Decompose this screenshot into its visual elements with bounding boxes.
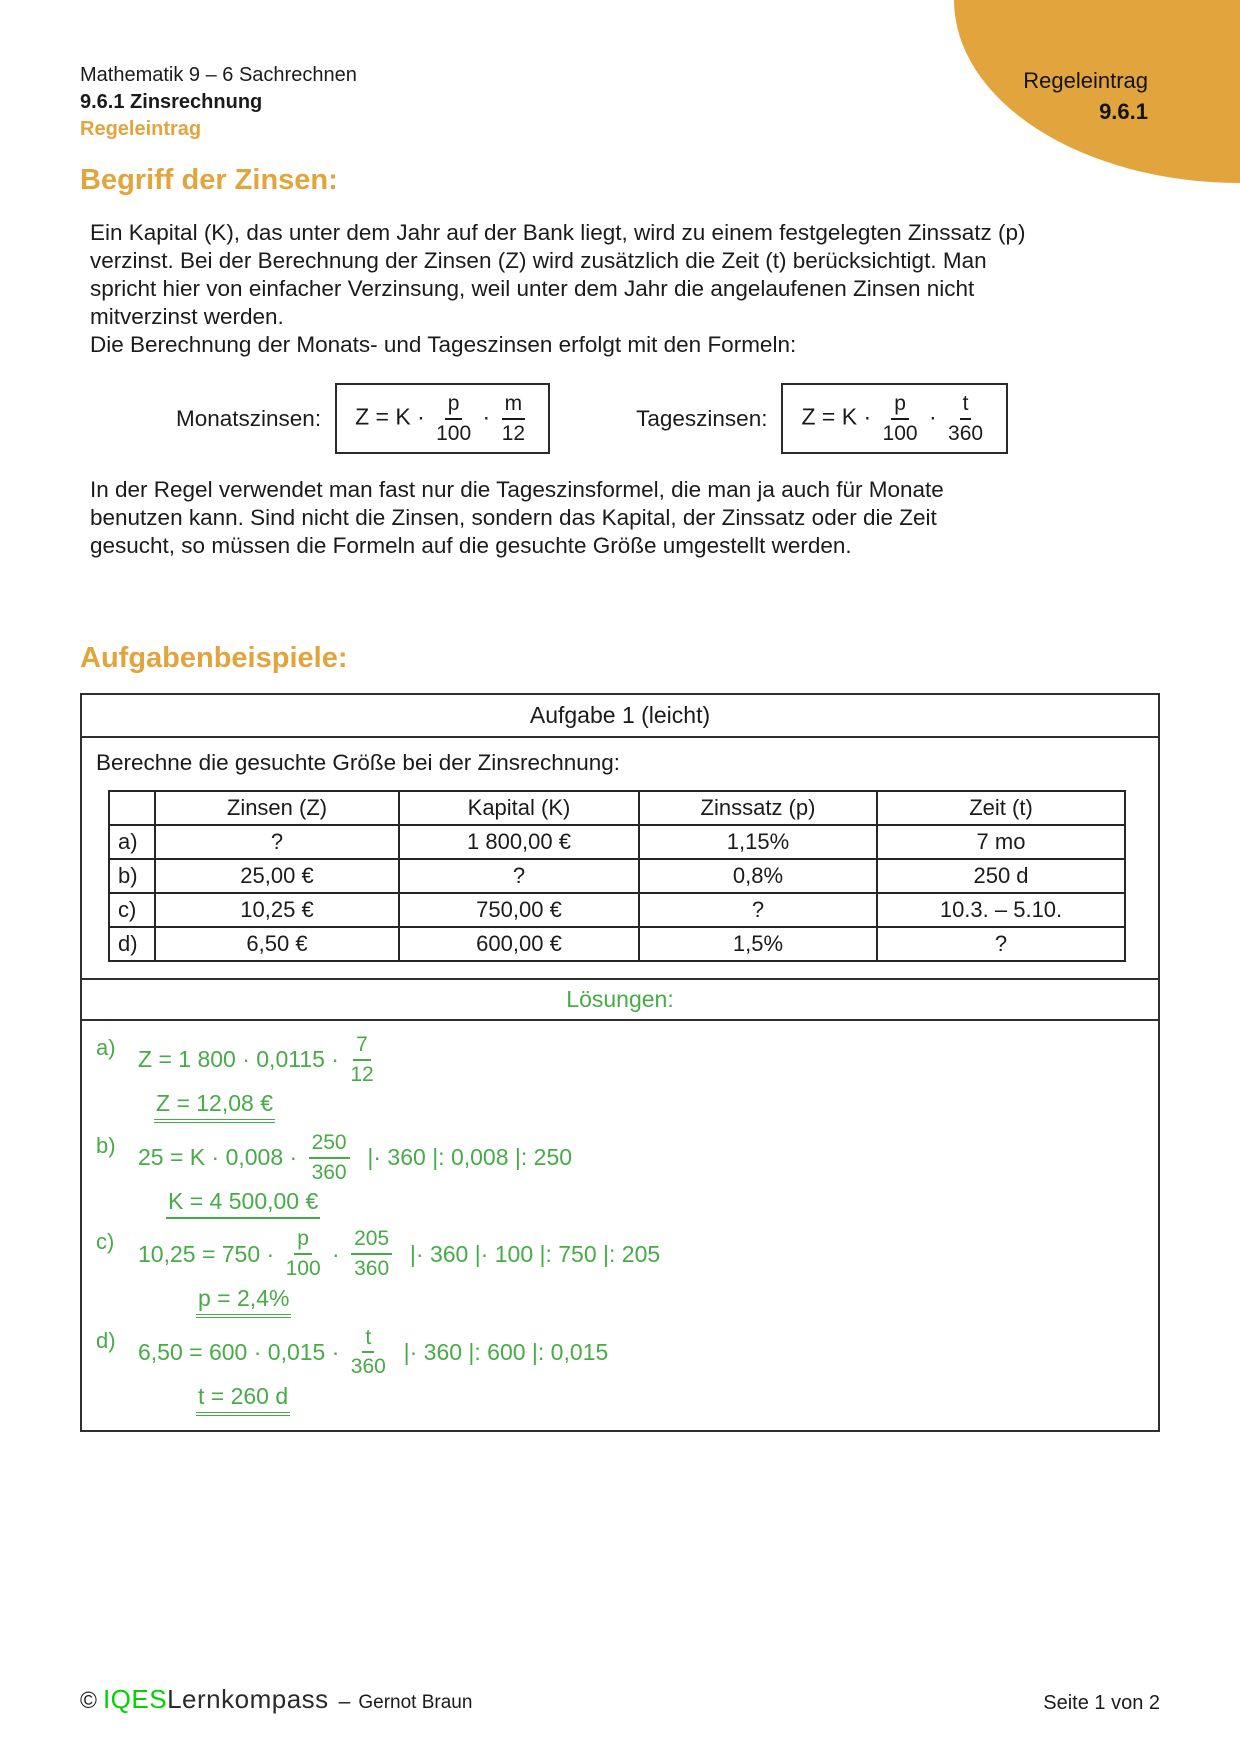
monthly-interest-label: Monatszinsen:: [176, 405, 322, 431]
fraction: $\frac{p}{100}$: [882, 392, 918, 445]
cell-kapital: ?: [399, 859, 639, 893]
header-doctype: Regeleintrag: [80, 117, 202, 140]
fraction: $\frac{p}{100}$: [436, 392, 472, 445]
solution-body: [138, 1033, 379, 1123]
solution-d: [96, 1326, 1144, 1416]
section-title-begriff: Begriff der Zinsen:: [80, 164, 338, 197]
solution-formula: 25 = K · 0,008 · $\frac{250}{360}$ |· 360 |: 0,008 |: 250: [138, 1131, 573, 1184]
solution-label: a): [96, 1035, 116, 1061]
cell-kapital: 750,00 €: [399, 893, 639, 927]
intro-line: Ein Kapital (K), das unter dem Jahr auf der Bank liegt, wird zu einem festgelegten Zinssatz (p): [90, 220, 1026, 246]
table-row-d: [109, 927, 1125, 961]
solution-formula: 10,25 = 750 · $\frac{p}{100}$ · $\frac{205}{360}$ |· 360 |· 100 |: 750 |: 205: [138, 1227, 661, 1280]
solution-body: [138, 1227, 660, 1317]
solution-a: [96, 1033, 1144, 1123]
column-header-kapital: Kapital (K): [399, 791, 639, 825]
solutions-header: Lösungen:: [82, 978, 1158, 1021]
cell-zinssatz: 0,8%: [639, 859, 877, 893]
solution-formula: Z = 1 800 · 0,0115 · $\frac{7}{12}$: [138, 1033, 374, 1086]
solution-result: K = 4 500,00 €: [166, 1188, 320, 1219]
row-label: a): [109, 825, 155, 859]
cell-zeit: 10.3. – 5.10.: [877, 893, 1125, 927]
brand-iqes: IQES: [102, 1684, 168, 1714]
note-line: gesucht, so müssen die Formeln auf die gesuchte Größe umgestellt werden.: [90, 533, 852, 559]
task-body: [82, 738, 1158, 978]
publisher-brand: [80, 1684, 472, 1715]
brand-lernkompass: Lernkompass: [167, 1684, 329, 1714]
cell-zinsen: 6,50 €: [155, 927, 399, 961]
cell-zeit: ?: [877, 927, 1125, 961]
table-row-a: [109, 825, 1125, 859]
page-footer: [80, 1684, 1160, 1715]
cell-kapital: 1 800,00 €: [399, 825, 639, 859]
solution-label: d): [96, 1327, 116, 1353]
table-row-b: [109, 859, 1125, 893]
author-name: Gernot Braun: [358, 1692, 473, 1713]
solution-result: t = 260 d: [196, 1383, 290, 1416]
cell-zeit: 250 d: [877, 859, 1125, 893]
column-header-zinssatz: Zinssatz (p): [639, 791, 877, 825]
column-header-zinsen: Zinsen (Z): [155, 791, 399, 825]
solution-body: [138, 1131, 572, 1219]
cell-kapital: 600,00 €: [399, 927, 639, 961]
row-label: d): [109, 927, 155, 961]
table-row-c: [109, 893, 1125, 927]
fraction: $\frac{t}{360}$: [948, 392, 984, 445]
cell-zinsen: ?: [155, 825, 399, 859]
copyright-symbol: ©: [80, 1687, 97, 1713]
fraction: $\frac{p}{100}$: [285, 1227, 321, 1280]
cell-zinssatz: 1,5%: [639, 927, 877, 961]
cell-zinsen: 25,00 €: [155, 859, 399, 893]
note-line: In der Regel verwendet man fast nur die Tageszinsformel, die man ja auch für Monate: [90, 477, 944, 503]
task-title: Aufgabe 1 (leicht): [82, 695, 1158, 738]
task-table: [108, 790, 1126, 962]
intro-line: Die Berechnung der Monats- und Tageszinsen erfolgt mit den Formeln:: [90, 332, 797, 358]
formula-row: [176, 383, 1160, 454]
intro-line: spricht hier von einfacher Verzinsung, weil unter dem Jahr die angelaufenen Zinsen nicht: [90, 276, 975, 302]
solution-b: [96, 1131, 1144, 1219]
fraction: $\frac{m}{12}$: [501, 392, 526, 445]
cell-zinsen: 10,25 €: [155, 893, 399, 927]
monthly-interest-formula-box: Z = K · $\frac{p}{100}$ · $\frac{m}{12}$: [335, 383, 550, 454]
brand-author-separator: –: [338, 1690, 351, 1713]
column-header-empty: [109, 791, 155, 825]
section-title-aufgaben: Aufgabenbeispiele:: [80, 642, 348, 675]
fraction: $\frac{205}{360}$: [351, 1227, 392, 1280]
fraction: $\frac{t}{360}$: [350, 1325, 386, 1379]
cell-zinssatz: 1,15%: [639, 825, 877, 859]
row-label: c): [109, 893, 155, 927]
cell-zeit: 7 mo: [877, 825, 1125, 859]
solution-formula: 6,50 = 600 · 0,015 · $\frac{t}{360}$ |· 360 |: 600 |: 0,015: [138, 1325, 609, 1379]
fraction: $\frac{7}{12}$: [350, 1033, 374, 1086]
task-instruction: Berechne die gesuchte Größe bei der Zinsrechnung:: [96, 750, 621, 776]
header-topic: 9.6.1 Zinsrechnung: [80, 90, 263, 113]
solution-result: Z = 12,08 €: [154, 1090, 275, 1123]
table-header-row: [109, 791, 1125, 825]
corner-tab-label: Regeleintrag: [1023, 68, 1148, 93]
solution-c: [96, 1227, 1144, 1317]
note-line: benutzen kann. Sind nicht die Zinsen, sondern das Kapital, der Zinssatz oder die Zeit: [90, 505, 937, 531]
solutions-area: [82, 1021, 1158, 1429]
page-number: Seite 1 von 2: [1043, 1692, 1160, 1714]
intro-line: mitverzinst werden.: [90, 304, 284, 330]
solution-label: c): [96, 1229, 115, 1255]
cell-zinssatz: ?: [639, 893, 877, 927]
note-paragraph: [90, 476, 1160, 560]
column-header-zeit: Zeit (t): [877, 791, 1125, 825]
row-label: b): [109, 859, 155, 893]
corner-tab-number: 9.6.1: [1099, 98, 1148, 124]
daily-interest-label: Tageszinsen:: [636, 405, 768, 431]
solution-result: p = 2,4%: [196, 1285, 291, 1318]
intro-paragraph: [90, 219, 1160, 359]
solution-body: [138, 1326, 608, 1416]
task-card: [80, 693, 1160, 1431]
header-course: Mathematik 9 – 6 Sachrechnen: [80, 64, 357, 86]
daily-interest-formula-box: Z = K · $\frac{p}{100}$ · $\frac{t}{360}$: [781, 383, 1008, 454]
fraction: $\frac{250}{360}$: [309, 1131, 350, 1184]
solution-label: b): [96, 1133, 116, 1159]
intro-line: verzinst. Bei der Berechnung der Zinsen (Z) wird zusätzlich die Zeit (t) berücksichtigt. Man: [90, 248, 987, 274]
